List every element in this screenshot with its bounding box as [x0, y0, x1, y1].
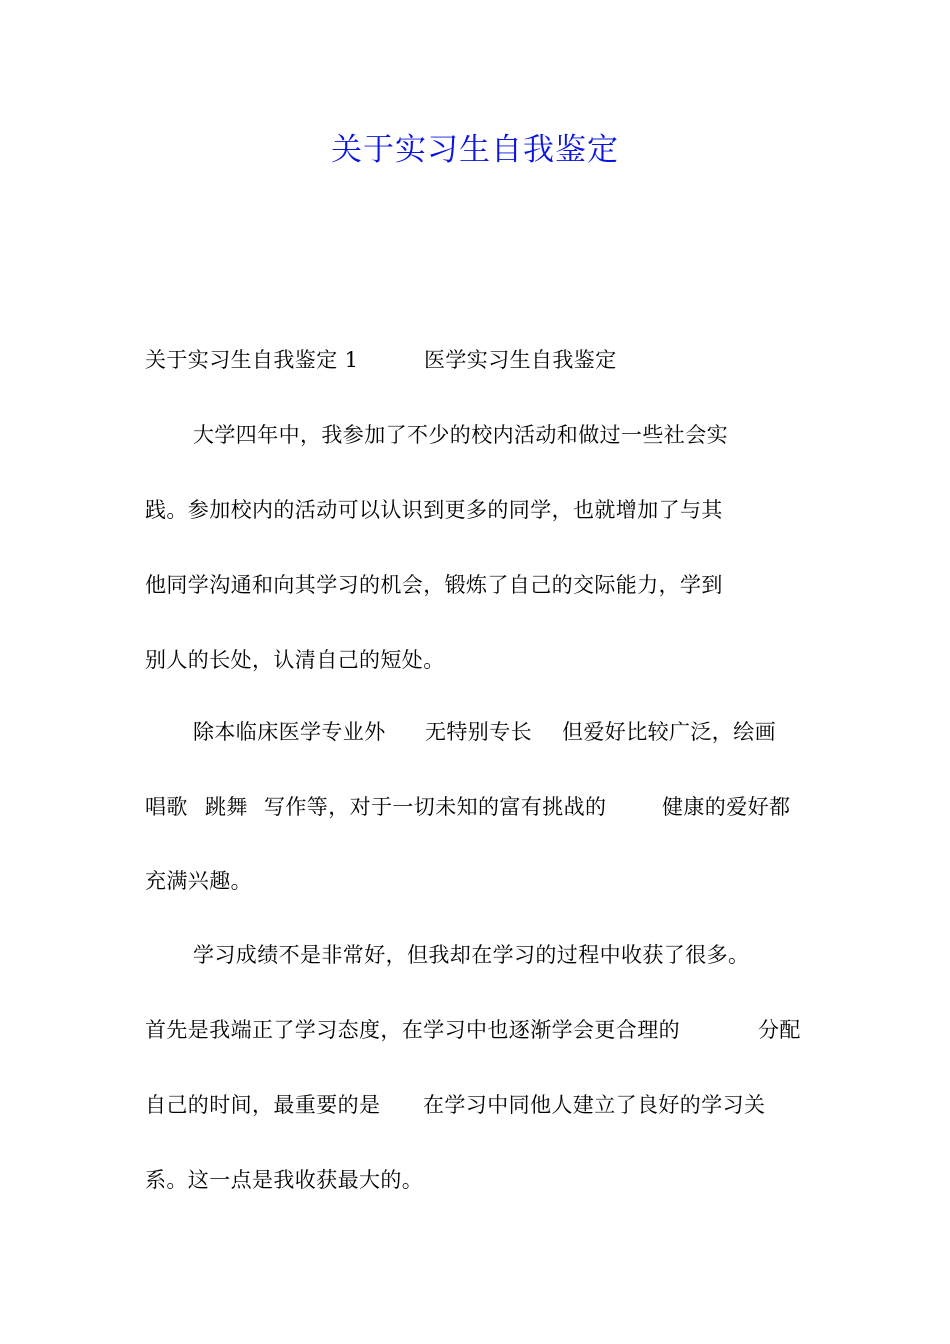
text-segment: 除本临床医学专业外 [193, 720, 386, 744]
text-segment: 践。参加校内的活动可以认识到更多的同学，也就增加了与其 [145, 498, 723, 522]
text-segment: 首先是我端正了学习态度，在学习中也逐渐学会更合理的 [145, 1018, 680, 1042]
paragraph-1-line-1 [0, 415, 950, 455]
text-segment: 系。这一点是我收获最大的。 [145, 1168, 424, 1192]
paragraph-1-line-3 [0, 565, 950, 605]
paragraph-3-line-1 [0, 935, 950, 975]
paragraph-3-line-4 [0, 1160, 950, 1200]
text-segment: 充满兴趣。 [145, 869, 252, 893]
text-segment: 自己的时间，最重要的是 [145, 1093, 381, 1117]
text-segment: 分配 [758, 1018, 801, 1042]
paragraph-1-line-2 [0, 490, 950, 530]
paragraph-2-line-1 [0, 712, 950, 752]
text-segment: 无特别专长 [425, 720, 532, 744]
text-segment: 别人的长处，认清自己的短处。 [145, 648, 445, 672]
text-segment: 大学四年中，我参加了不少的校内活动和做过一些社会实 [193, 423, 728, 447]
text-segment: 在学习中同他人建立了良好的学习关 [423, 1093, 766, 1117]
text-segment: 跳舞 [205, 795, 248, 819]
paragraph-2-line-3 [0, 861, 950, 901]
text-segment: 他同学沟通和向其学习的机会，锻炼了自己的交际能力，学到 [145, 573, 723, 597]
text-segment: 健康的爱好都 [662, 795, 791, 819]
text-segment: 唱歌 [145, 795, 188, 819]
section-heading [0, 340, 950, 380]
paragraph-1-line-4 [0, 640, 950, 680]
text-segment: 写作等，对于一切未知的富有挑战的 [264, 795, 607, 819]
text-segment: 但爱好比较广泛，绘画 [562, 720, 776, 744]
text-segment: 学习成绩不是非常好，但我却在学习的过程中收获了很多。 [193, 943, 750, 967]
paragraph-3-line-3 [0, 1085, 950, 1125]
paragraph-3-line-2 [0, 1010, 950, 1050]
document-title: 关于实习生自我鉴定 [331, 132, 619, 168]
paragraph-2-line-2 [0, 787, 950, 827]
section-heading-left: 关于实习生自我鉴定 1 [145, 348, 359, 372]
section-heading-right: 医学实习生自我鉴定 [424, 348, 617, 372]
